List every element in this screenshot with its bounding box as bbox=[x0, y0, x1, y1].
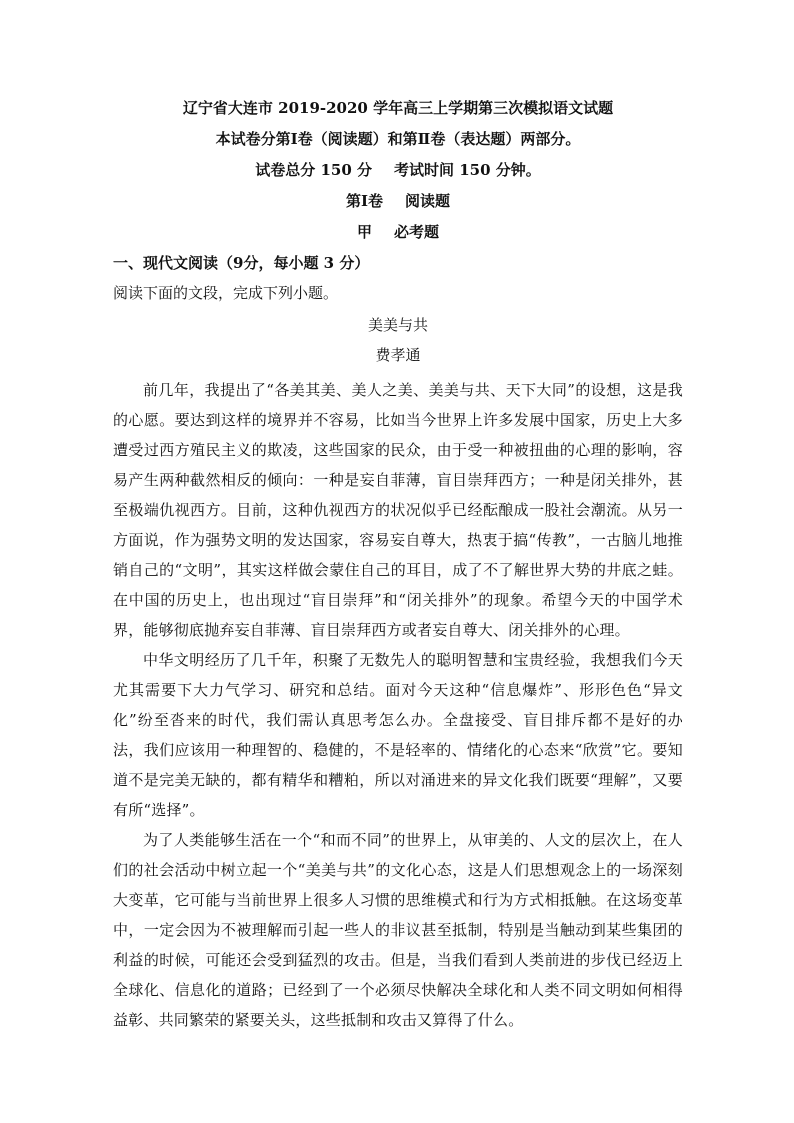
volume-label: 第Ⅰ卷 bbox=[345, 192, 383, 210]
total-score: 试卷总分 150 分 bbox=[255, 161, 372, 179]
exam-score-time bbox=[113, 160, 683, 180]
article-author: 费孝通 bbox=[375, 346, 421, 364]
section-instruction: 阅读下面的文段，完成下列小题。 bbox=[113, 284, 339, 302]
part-label: 甲 bbox=[356, 223, 372, 241]
part-name: 必考题 bbox=[394, 223, 440, 241]
exam-title: 辽宁省大连市 2019-2020 学年高三上学期第三次模拟语文试题 bbox=[182, 99, 614, 117]
part-heading bbox=[113, 222, 683, 242]
exam-structure-note: 本试卷分第Ⅰ卷（阅读题）和第Ⅱ卷（表达题）两部分。 bbox=[215, 130, 581, 148]
volume-name: 阅读题 bbox=[405, 192, 451, 210]
exam-time: 考试时间 150 分钟。 bbox=[394, 161, 541, 179]
article-title: 美美与共 bbox=[367, 316, 428, 334]
article-paragraph-1: 前几年，我提出了“各美其美、美人之美、美美与共、天下大同”的设想，这是我的心愿。要达到这样的境界并不容易，比如当今世界上许多发展中国家，历史上大多遭受过西方殖民主义的欺凌，这些国家的民众，由于受一种被扭曲的心理的影响，容易产生两种截然相反的倾向：一种是妄自菲薄，盲目崇拜西方；一种是闭关排外，甚至极端仇视西方。目前，这种仇视西方的状况似乎已经酝酿成一股社会潮流。从另一方面说，作为强势文明的发达国家，容易妄自尊大，热衷于搞“传教”，一古脑儿地推销自己的“文明”，其实这样做会蒙住自己的耳目，成了不了解世界大势的井底之蛙。在中国的历史上，也出现过“盲目崇拜”和“闭关排外”的现象。希望今天的中国学术界，能够彻底抛弃妄自菲薄、盲目崇拜西方或者妄自尊大、闭关排外的心理。 bbox=[113, 381, 683, 639]
volume-heading bbox=[113, 191, 683, 211]
article-paragraph-3: 为了人类能够生活在一个“和而不同”的世界上，从审美的、人文的层次上，在人们的社会活动中树立起一个“美美与共”的文化心态，这是人们思想观念上的一场深刻大变革，它可能与当前世界上很多人习惯的思维模式和行为方式相抵触。在这场变革中，一定会因为不被理解而引起一些人的非议甚至抵制，特别是当触动到某些集团的利益的时候，可能还会受到猛烈的攻击。但是，当我们看到人类前进的步伐已经迈上全球化、信息化的道路；已经到了一个必须尽快解决全球化和人类不同文明如何相得益彰、共同繁荣的紧要关头，这些抵制和攻击又算得了什么。 bbox=[113, 831, 683, 1029]
section-heading: 一、现代文阅读（9分，每小题 3 分） bbox=[113, 254, 370, 272]
document-content bbox=[113, 98, 683, 1035]
article-paragraph-2: 中华文明经历了几千年，积聚了无数先人的聪明智慧和宝贵经验，我想我们今天尤其需要下大力气学习、研究和总结。面对今天这种“信息爆炸”、形形色色“异文化”纷至沓来的时代，我们需认真思考怎么办。全盘接受、盲目排斥都不是好的办法，我们应该用一种理智的、稳健的，不是轻率的、情绪化的心态来“欣赏”它。要知道不是完美无缺的，都有精华和糟粕，所以对涌进来的异文化我们既要“理解”，又要有所“选择”。 bbox=[113, 651, 683, 819]
